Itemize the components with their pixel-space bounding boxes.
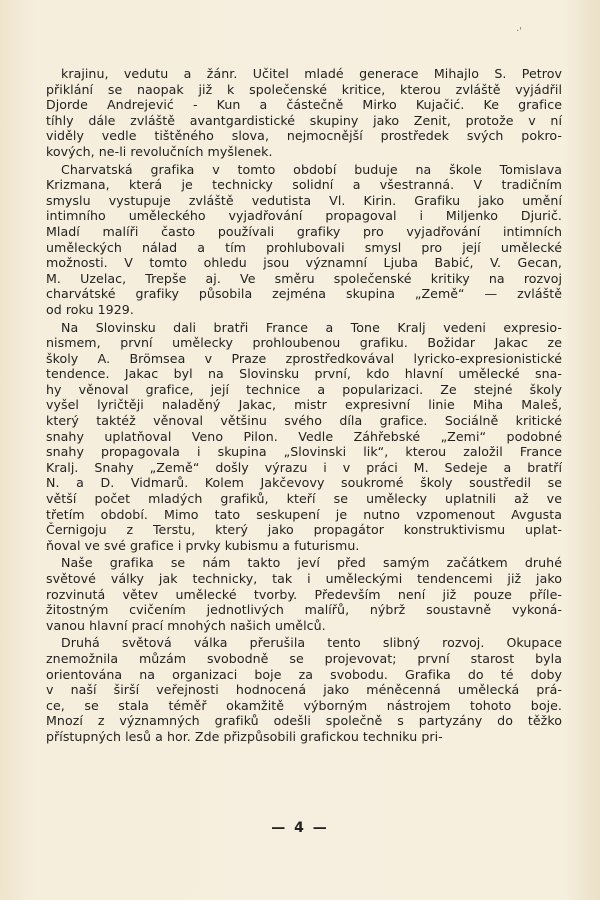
- text-line: vyšel lyričtěji naladěný Jakac, mistr expresivní linie Miha Maleš,: [46, 397, 562, 413]
- text-line: školy A. Brömsea v Praze zprostředkovával lyricko-expresionistické: [46, 350, 562, 366]
- text-line: třetím období. Mimo tato seskupení je nutno vzpomenout Avgusta: [46, 506, 562, 522]
- text-line: větší počet mladých grafiků, kteří se umělecky uplatnili až ve: [46, 491, 562, 507]
- text-line: přiklání se naopak již k společenské kritice, kterou zvláště vyjádřil: [46, 81, 562, 97]
- paragraph: [46, 162, 562, 318]
- text-line: orientována na organizaci boje za svobodu. Grafika do té doby: [46, 666, 562, 682]
- text-line: charvátské grafiky působila zejména skupina „Země“ — zvláště: [46, 286, 562, 302]
- text-line: viděly vedle tištěného slova, nejmocnější prostředek svých pokro-: [46, 128, 562, 144]
- text-line: ňoval ve své grafice i prvky kubismu a futurismu.: [46, 537, 360, 553]
- text-line: Kralj. Snahy „Země“ došly výrazu i v práci M. Sedeje a bratří: [46, 459, 562, 475]
- text-line: Krizmana, která je technicky solidní a všestranná. V tradičním: [46, 177, 562, 193]
- text-line: rozvinutá větev umělecké tvorby. Především není již pouze příle-: [46, 586, 562, 602]
- text-line: snahy uplatňoval Veno Pilon. Vedle Záhřebské „Zemi“ podobné: [46, 428, 562, 444]
- body-text: [46, 66, 562, 745]
- text-line: krajinu, vedutu a žánr. Učitel mladé generace Mihajlo S. Petrov: [61, 66, 562, 81]
- paragraph: [46, 320, 562, 554]
- text-line: tendence. Jakac byl na Slovinsku první, kdo hlavní umělecké sna-: [46, 366, 562, 382]
- text-line: kových, ne-li revolučních myšlenek.: [46, 143, 273, 159]
- text-line: Druhá světová válka přerušila tento slibný rozvoj. Okupace: [61, 635, 562, 651]
- text-line: znemožnila můzám svobodně se projevovat; první starost byla: [46, 650, 562, 666]
- paragraph: [46, 555, 562, 633]
- text-line: Djorde Andrejević - Kun a částečně Mirko Kujačić. Ke grafice: [46, 97, 562, 113]
- text-line: přístupných lesů a hor. Zde přizpůsobili grafickou techniku pri-: [46, 728, 443, 744]
- text-line: Mnozí z významných grafiků odešli společně s partyzány do těžko: [46, 713, 562, 729]
- text-line: tíhly dále zvláště avantgardistické skupiny jako Zenit, protože v ní: [46, 112, 562, 128]
- text-line: N. a D. Vidmarů. Kolem Jakčevovy soukromé školy soustředil se: [46, 475, 562, 491]
- text-line: od roku 1929.: [46, 301, 134, 317]
- paragraph: [46, 635, 562, 744]
- text-line: smyslu vystupuje zvláště vedutista Vl. Kirin. Grafiku jako umění: [46, 192, 562, 208]
- text-line: v naší širší veřejnosti hodnocená jako méněcenná umělecká prá-: [46, 682, 562, 698]
- text-line: Na Slovinsku dali bratři France a Tone Kralj vedeni expresio-: [61, 319, 562, 335]
- text-line: uměleckých nálad a tím prohlubovali smysl pro její umělecké: [46, 239, 562, 255]
- text-line: ce, se stala téměř okamžitě výborným nástrojem tohoto boje.: [46, 697, 562, 713]
- text-line: Naše grafika se nám takto jeví před samým začátkem druhé: [61, 555, 562, 571]
- text-line: možnosti. V tomto ohledu jsou významní Ljuba Babić, V. Gecan,: [46, 255, 562, 271]
- text-line: Černigoju z Terstu, který jako propagátor konstruktivismu uplat-: [46, 522, 562, 538]
- text-line: hy věnoval grafice, její technice a popularizaci. Ze stejné školy: [46, 381, 562, 397]
- text-line: světové války jak technicky, tak i uměleckými tendencemi již jako: [46, 571, 562, 586]
- text-line: snahy propagovala i skupina „Slovinski lik“, kterou založil France: [46, 444, 562, 460]
- page-number: — 4 —: [271, 820, 329, 836]
- paragraph: [46, 66, 562, 160]
- text-line: vanou hlavní prací mnohých našich umělců.: [46, 617, 326, 633]
- text-line: intimního uměleckého vyjadřování propagoval i Miljenko Djurič.: [46, 208, 562, 224]
- text-line: M. Uzelac, Trepše aj. Ve směru společenské kritiky na rozvoj: [46, 270, 562, 286]
- text-line: žitostným cvičením jednotlivých malířů, nýbrž soustavně vykoná-: [46, 602, 562, 618]
- text-line: který taktéž věnoval většinu svého díla grafice. Sociálně kritické: [46, 413, 562, 429]
- text-line: nismem, první umělecky prohloubenou grafiku. Božidar Jakac ze: [46, 335, 562, 351]
- text-line: Mladí malíři často používali grafiky pro vyjadřování intimních: [46, 223, 562, 239]
- text-line: Charvatská grafika v tomto období buduje na škole Tomislava: [61, 161, 562, 177]
- corner-mark: ·': [516, 26, 522, 37]
